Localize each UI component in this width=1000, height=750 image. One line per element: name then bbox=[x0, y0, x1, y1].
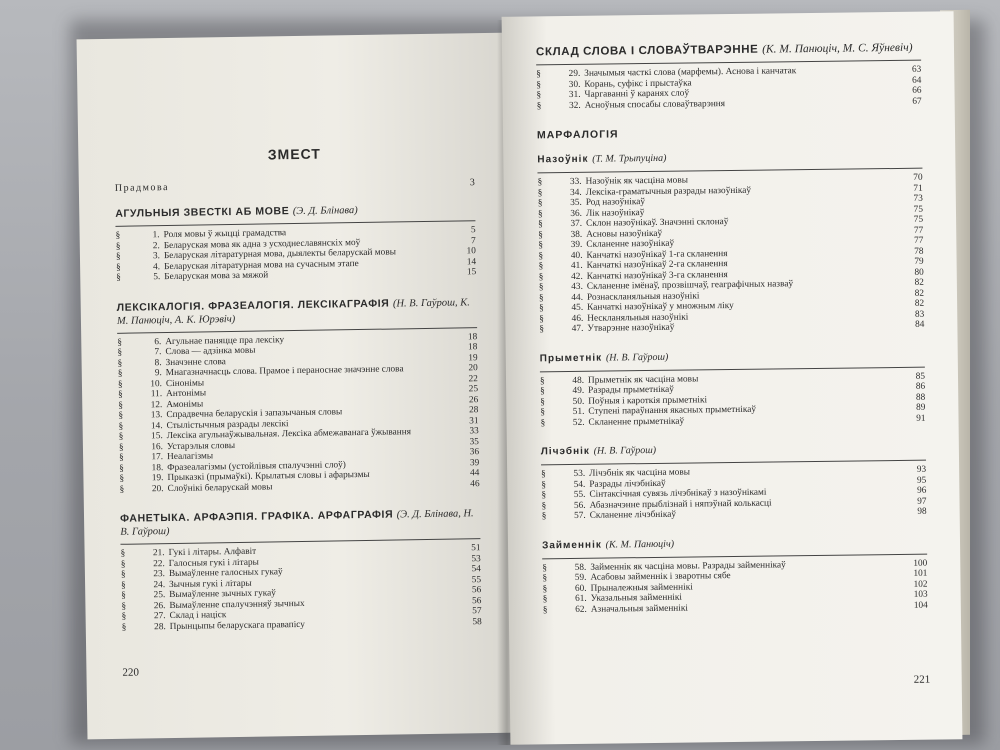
section-authors: (Э. Д. Блінава, Н. В. Гаўрош) bbox=[120, 508, 474, 538]
entry-number: 41. bbox=[570, 260, 583, 271]
entry-page: 15 bbox=[466, 267, 477, 278]
entry-page: 25 bbox=[468, 384, 479, 395]
entry-title: Склад і націск bbox=[169, 610, 227, 622]
entry-number: 51. bbox=[572, 406, 585, 417]
section-title: ФАНЕТЫКА. АРФАЭПІЯ. ГРАФІКА. АРФАГРАФІЯ bbox=[119, 508, 394, 525]
section-sign: § bbox=[120, 548, 126, 559]
entry-number: 32. bbox=[568, 100, 581, 111]
entry-page: 36 bbox=[469, 447, 480, 458]
entry-page: 82 bbox=[914, 277, 924, 288]
entry-number: 31. bbox=[568, 89, 581, 100]
section-sign: § bbox=[539, 324, 545, 335]
entry-title: Поўныя і кароткія прыметнікі bbox=[588, 394, 708, 407]
entry-page: 77 bbox=[913, 225, 924, 236]
entry-page: 67 bbox=[912, 96, 922, 107]
section-sign: § bbox=[540, 407, 546, 418]
entry-page: 18 bbox=[467, 331, 478, 342]
entry-number: 38. bbox=[570, 229, 583, 240]
page-number: 220 bbox=[122, 666, 140, 679]
section-sign: § bbox=[119, 484, 125, 495]
entry-page: 55 bbox=[471, 574, 482, 585]
toc-entries bbox=[121, 543, 482, 633]
entry-number: 19. bbox=[151, 473, 164, 484]
entry-number: 54. bbox=[573, 479, 586, 490]
entry-title: Асабовы займеннік і зваротны сябе bbox=[590, 571, 731, 583]
entry-page: 19 bbox=[468, 352, 478, 363]
section-sign: § bbox=[538, 282, 544, 293]
entry-number: 57. bbox=[573, 510, 586, 521]
entry-number: 46. bbox=[571, 313, 584, 324]
entry-title: Сінтаксічная сувязь лічэбнікаў з назоўнікамі bbox=[589, 487, 767, 500]
entry-number: 48. bbox=[572, 375, 585, 386]
section-heading bbox=[120, 507, 480, 539]
entry-title: Агульнае паняцце пра лексіку bbox=[165, 334, 285, 347]
section-sign: § bbox=[540, 396, 545, 407]
subsection-authors: (К. М. Панюціч) bbox=[605, 538, 675, 551]
entry-title: Канчаткі назоўнікаў у множным ліку bbox=[587, 300, 734, 313]
entry-number: 37. bbox=[570, 218, 583, 229]
section-sign: § bbox=[118, 431, 124, 442]
front-matter-page: 3 bbox=[469, 177, 475, 189]
entry-title: Канчаткі назоўнікаў 2-га скланення bbox=[586, 259, 728, 271]
front-matter-title: Прадмова bbox=[114, 182, 170, 194]
entry-number: 29. bbox=[568, 68, 581, 79]
entry-title: Род назоўнікаў bbox=[585, 197, 646, 208]
section-sign: § bbox=[539, 313, 544, 324]
entry-title: Роля мовы ў жыцці грамадства bbox=[163, 228, 287, 241]
part-heading: МАРФАЛОГІЯ bbox=[536, 128, 619, 142]
entry-number: 39. bbox=[570, 239, 583, 250]
entry-number: 17. bbox=[151, 452, 164, 463]
entry-title: Вымаўленне спалучэнняў зычных bbox=[169, 598, 305, 611]
right-toc bbox=[536, 42, 928, 616]
entry-title: Скланенне прыметнікаў bbox=[588, 416, 685, 428]
section-sign: § bbox=[536, 79, 542, 90]
section-sign: § bbox=[119, 473, 125, 484]
entry-number: 45. bbox=[571, 302, 584, 313]
entry-number: 2. bbox=[152, 240, 160, 251]
entry-title: Антонімы bbox=[166, 388, 207, 400]
entry-page: 53 bbox=[471, 553, 481, 564]
entry-page: 82 bbox=[914, 288, 925, 299]
section-title: СКЛАД СЛОВА І СЛОВАЎТВАРЭННЕ bbox=[535, 43, 759, 59]
section-sign: § bbox=[116, 262, 121, 273]
section-sign: § bbox=[118, 389, 123, 400]
section-sign: § bbox=[538, 292, 544, 303]
entry-page: 97 bbox=[917, 496, 927, 507]
entry-title: Канчаткі назоўнікаў 3-га скланення bbox=[586, 269, 728, 282]
subsection-title: Лічэбнік bbox=[540, 445, 590, 458]
section-sign: § bbox=[115, 230, 121, 241]
entry-page: 5 bbox=[470, 225, 476, 236]
entry-title: Абазначэнне прыблізнай і няпэўнай колькасці bbox=[589, 498, 772, 511]
entry-number: 55. bbox=[573, 489, 586, 500]
toc-entries bbox=[538, 173, 925, 335]
entry-number: 16. bbox=[151, 441, 164, 452]
front-matter-row bbox=[115, 177, 475, 194]
section-sign: § bbox=[538, 250, 544, 261]
entry-title: Слоўнікі беларускай мовы bbox=[167, 481, 273, 494]
entry-page: 39 bbox=[469, 457, 480, 468]
entry-title: Скланенне лічэбнікаў bbox=[589, 509, 677, 521]
section-authors: (К. М. Панюціч, М. С. Яўневіч) bbox=[762, 41, 913, 56]
section-sign: § bbox=[537, 198, 543, 209]
entry-page: 33 bbox=[469, 426, 479, 437]
subsection-heading bbox=[537, 150, 922, 166]
entry-page: 14 bbox=[466, 256, 477, 267]
entry-number: 6. bbox=[154, 336, 162, 347]
entry-page: 80 bbox=[914, 267, 924, 278]
section-authors: (Э. Д. Блінава) bbox=[292, 205, 358, 218]
entry-title: Сінонімы bbox=[165, 377, 205, 389]
entry-number: 15. bbox=[151, 431, 163, 442]
entry-title: Асновы назоўнікаў bbox=[586, 228, 663, 240]
section-sign: § bbox=[536, 100, 542, 111]
entry-page: 31 bbox=[469, 415, 479, 426]
entry-number: 22. bbox=[153, 558, 165, 569]
toc-entries bbox=[117, 332, 479, 495]
entry-title: Займеннік як часціна мовы. Разрады займеннікаў bbox=[590, 559, 786, 573]
entry-title: Фразеалагізмы (устойлівыя спалучэнні слоў) bbox=[167, 459, 346, 473]
entry-title: Рознаскланяльныя назоўнікі bbox=[586, 290, 700, 303]
section-sign: § bbox=[539, 375, 545, 386]
entry-number: 4. bbox=[153, 261, 161, 272]
section-sign: § bbox=[119, 452, 124, 463]
entry-page: 95 bbox=[916, 475, 927, 486]
section-title: АГУЛЬНЫЯ ЗВЕСТКІ АБ МОВЕ bbox=[115, 205, 290, 220]
subsection-authors: (Н. В. Гаўрош) bbox=[605, 351, 669, 364]
entry-title: Прыметнік як часціна мовы bbox=[587, 373, 699, 386]
entry-page: 96 bbox=[917, 485, 927, 496]
entry-page: 18 bbox=[468, 342, 478, 353]
entry-number: 53. bbox=[573, 468, 586, 479]
entry-number: 27. bbox=[153, 611, 166, 622]
entry-title: Склон назоўнікаў. Значэнні склонаў bbox=[586, 217, 729, 229]
entry-number: 5. bbox=[153, 272, 161, 283]
entry-number: 50. bbox=[572, 396, 585, 407]
section-sign: § bbox=[121, 601, 127, 612]
entry-page: 7 bbox=[471, 235, 476, 246]
entry-number: 21. bbox=[152, 548, 165, 559]
toc-entries bbox=[540, 371, 926, 428]
section-sign: § bbox=[539, 303, 544, 314]
entry-title: Скланенне назоўнікаў bbox=[586, 238, 675, 250]
entry-title: Канчаткі назоўнікаў 1-га скланення bbox=[586, 248, 728, 261]
section-sign: § bbox=[542, 583, 548, 594]
section-sign: § bbox=[540, 386, 545, 397]
entry-number: 30. bbox=[568, 79, 581, 90]
section-sign: § bbox=[115, 241, 121, 252]
entry-title: Неалагізмы bbox=[167, 451, 214, 463]
subsection-authors: (Т. М. Трыпуціна) bbox=[592, 152, 667, 165]
entry-number: 7. bbox=[154, 347, 162, 358]
section-sign: § bbox=[117, 337, 123, 348]
entry-title: Разрады лічэбнікаў bbox=[589, 478, 666, 490]
section-sign: § bbox=[541, 511, 547, 522]
entry-title: Амонімы bbox=[166, 398, 204, 410]
section-sign: § bbox=[538, 229, 543, 240]
entry-number: 25. bbox=[153, 590, 166, 601]
section-sign: § bbox=[118, 421, 124, 432]
toc-entries bbox=[536, 65, 921, 112]
entry-number: 35. bbox=[570, 197, 582, 208]
entry-title: Устарэлыя словы bbox=[166, 440, 236, 452]
entry-title: Галосныя гукі і літары bbox=[168, 557, 259, 569]
section-sign: § bbox=[541, 490, 547, 501]
page-number: 221 bbox=[913, 673, 931, 686]
entry-page: 79 bbox=[914, 256, 924, 267]
section-authors: (Н. В. Гаўрош, К. М. Панюціч, А. К. Юрэвіч) bbox=[116, 296, 470, 327]
section-sign: § bbox=[536, 90, 542, 101]
entry-title: Скланенне імёнаў, прозвішчаў, геаграфічных назваў bbox=[586, 279, 794, 292]
entry-title: Значымыя часткі слова (марфемы). Аснова і канчатак bbox=[584, 66, 797, 79]
entry-page: 71 bbox=[913, 183, 923, 194]
entry-page: 102 bbox=[913, 579, 928, 590]
entry-title: Асноўныя спосабы словаўтварэння bbox=[584, 98, 726, 111]
entry-title: Лічэбнік як часціна мовы bbox=[589, 467, 691, 479]
entry-page: 91 bbox=[916, 413, 926, 424]
entry-number: 8. bbox=[154, 357, 162, 368]
entry-title: Чаргаванні ў каранях слоў bbox=[584, 88, 690, 100]
entry-title: Гукі і літары. Алфавіт bbox=[168, 546, 257, 559]
section-sign: § bbox=[542, 562, 548, 573]
entry-page: 86 bbox=[915, 381, 926, 392]
entry-number: 10. bbox=[150, 378, 163, 389]
entry-number: 18. bbox=[151, 462, 164, 473]
entry-page: 75 bbox=[913, 204, 924, 215]
toc-heading: ЗМЕСТ bbox=[267, 145, 322, 163]
entry-number: 9. bbox=[154, 368, 162, 379]
section-sign: § bbox=[537, 208, 543, 219]
entry-title: Нескланяльныя назоўнікі bbox=[587, 312, 689, 324]
entry-number: 20. bbox=[151, 483, 164, 494]
section-sign: § bbox=[118, 442, 124, 453]
entry-title: Лексіка-граматычныя разрады назоўнікаў bbox=[585, 185, 752, 198]
entry-page: 100 bbox=[913, 558, 928, 569]
entry-page: 63 bbox=[911, 64, 922, 75]
section-sign: § bbox=[538, 261, 544, 272]
entry-number: 26. bbox=[153, 600, 166, 611]
entry-page: 64 bbox=[912, 75, 922, 86]
entry-title: Прынцыпы беларускага правапісу bbox=[169, 619, 305, 632]
section-sign: § bbox=[540, 417, 546, 428]
subsection-title: Назоўнік bbox=[537, 153, 589, 166]
entry-title: Беларуская літаратурная мова, дыялекты беларускай мовы bbox=[163, 247, 397, 262]
section-heading bbox=[536, 42, 921, 60]
section-sign: § bbox=[117, 358, 123, 369]
section-sign: § bbox=[117, 347, 123, 358]
entry-page: 28 bbox=[469, 405, 479, 416]
entry-title: Назоўнік як часціна мовы bbox=[585, 175, 689, 187]
entry-page: 70 bbox=[913, 172, 923, 183]
toc-entries bbox=[541, 465, 927, 522]
entry-number: 56. bbox=[573, 500, 586, 511]
entry-page: 35 bbox=[469, 436, 479, 447]
entry-page: 77 bbox=[913, 235, 924, 246]
entry-page: 66 bbox=[912, 85, 922, 96]
entry-page: 44 bbox=[470, 468, 480, 479]
section-sign: § bbox=[542, 604, 548, 615]
entry-title: Спрадвечна беларускія і запазычаныя словы bbox=[166, 407, 343, 421]
left-page bbox=[77, 33, 520, 740]
section-sign: § bbox=[121, 590, 127, 601]
entry-title: Лексіка агульнаўжывальная. Лексіка абмежаванага ўжывання bbox=[166, 427, 412, 442]
entry-number: 52. bbox=[572, 417, 585, 428]
entry-number: 62. bbox=[575, 604, 587, 615]
section-heading bbox=[115, 202, 475, 221]
section-sign: § bbox=[538, 271, 544, 282]
section-sign: § bbox=[541, 479, 547, 490]
entry-title: Прыналежныя займеннікі bbox=[590, 581, 693, 594]
entry-title: Беларуская мова за мяжой bbox=[164, 270, 269, 283]
entry-title: Мнагазначнасць слова. Прамое і пераноснае значэнне слова bbox=[165, 364, 404, 379]
entry-page: 56 bbox=[471, 585, 482, 596]
entry-title: Стылістычныя разрады лексікі bbox=[166, 418, 289, 431]
entry-number: 12. bbox=[150, 399, 163, 410]
section-sign: § bbox=[115, 251, 121, 262]
section-sign: § bbox=[121, 622, 127, 633]
entry-number: 33. bbox=[569, 176, 582, 187]
entry-number: 43. bbox=[571, 281, 583, 292]
section-sign: § bbox=[117, 379, 123, 390]
right-page bbox=[502, 11, 963, 744]
entry-title: Указальныя займеннікі bbox=[590, 592, 683, 604]
entry-number: 28. bbox=[154, 621, 166, 632]
section-sign: § bbox=[120, 559, 126, 570]
section-sign: § bbox=[121, 580, 126, 591]
entry-page: 10 bbox=[466, 246, 476, 257]
section-sign: § bbox=[119, 463, 125, 474]
entry-page: 57 bbox=[472, 606, 482, 617]
entry-title: Беларуская мова як адна з усходнеславянскіх моў bbox=[163, 237, 361, 251]
entry-number: 13. bbox=[150, 410, 163, 421]
section-sign: § bbox=[541, 469, 546, 480]
toc-entries bbox=[116, 225, 477, 283]
entry-page: 78 bbox=[914, 246, 924, 257]
entry-page: 73 bbox=[913, 193, 923, 204]
entry-page: 83 bbox=[914, 309, 925, 320]
entry-number: 24. bbox=[153, 579, 166, 590]
entry-number: 34. bbox=[570, 187, 582, 198]
entry-title: Лік назоўнікаў bbox=[585, 207, 645, 219]
entry-title: Утварэнне назоўнікаў bbox=[587, 322, 675, 334]
entry-number: 36. bbox=[570, 208, 583, 219]
entry-page: 75 bbox=[913, 214, 924, 225]
toc-entries bbox=[542, 558, 928, 615]
entry-page: 82 bbox=[914, 298, 925, 309]
entry-page: 88 bbox=[915, 392, 926, 403]
entry-number: 61. bbox=[575, 593, 587, 604]
entry-page: 104 bbox=[913, 600, 928, 611]
section-sign: § bbox=[120, 569, 126, 580]
entry-page: 56 bbox=[472, 595, 482, 606]
section-sign: § bbox=[537, 187, 543, 198]
entry-number: 23. bbox=[153, 569, 166, 580]
section-heading bbox=[117, 296, 477, 328]
section-title: ЛЕКСІКАЛОГІЯ. ФРАЗЕАЛОГІЯ. ЛЕКСІКАГРАФІЯ bbox=[116, 297, 390, 314]
entry-number: 1. bbox=[152, 230, 160, 241]
entry-title: Зычныя гукі і літары bbox=[169, 578, 252, 590]
entry-number: 59. bbox=[574, 572, 587, 583]
entry-number: 47. bbox=[571, 323, 584, 334]
entry-title: Вымаўленне галосных гукаў bbox=[168, 567, 283, 580]
section-sign: § bbox=[538, 219, 543, 230]
entry-title: Корань, суфікс і прыстаўка bbox=[584, 77, 692, 90]
entry-number: 49. bbox=[572, 385, 585, 396]
section-sign: § bbox=[536, 69, 541, 80]
entry-page: 58 bbox=[472, 616, 482, 627]
section-sign: § bbox=[118, 400, 124, 411]
entry-page: 20 bbox=[468, 363, 478, 374]
section-sign: § bbox=[538, 240, 544, 251]
entry-number: 11. bbox=[150, 389, 163, 400]
entry-title: Разрады прыметнікаў bbox=[588, 384, 674, 396]
entry-page: 98 bbox=[917, 506, 927, 517]
entry-page: 93 bbox=[916, 464, 927, 475]
entry-title: Ступені параўнання якасных прыметнікаў bbox=[588, 404, 757, 417]
entry-page: 84 bbox=[915, 319, 925, 330]
entry-page: 89 bbox=[916, 402, 926, 413]
subsection-authors: (Н. В. Гаўрош) bbox=[593, 444, 657, 457]
entry-page: 101 bbox=[913, 568, 928, 579]
entry-page: 54 bbox=[471, 564, 481, 575]
entry-title: Значэнне слова bbox=[165, 356, 226, 368]
section-sign: § bbox=[542, 573, 548, 584]
entry-page: 22 bbox=[468, 373, 478, 384]
entry-page: 85 bbox=[915, 371, 926, 382]
entry-page: 46 bbox=[470, 478, 480, 489]
entry-number: 3. bbox=[152, 251, 161, 262]
section-sign: § bbox=[117, 368, 123, 379]
entry-number: 44. bbox=[571, 292, 584, 303]
entry-title: Вымаўленне зычных гукаў bbox=[169, 588, 276, 601]
subsection-title: Займеннік bbox=[541, 539, 602, 551]
entry-page: 26 bbox=[468, 394, 479, 405]
section-sign: § bbox=[542, 594, 548, 605]
entry-title: Беларуская літаратурная мова на сучасным этапе bbox=[164, 258, 359, 272]
entry-title: Слова — адзінка мовы bbox=[165, 345, 256, 358]
subsection-title: Прыметнік bbox=[539, 352, 603, 364]
entry-number: 40. bbox=[570, 250, 583, 261]
entry-number: 58. bbox=[574, 562, 587, 573]
entry-title: Прыказкі (прымаўкі). Крылатыя словы і афарызмы bbox=[167, 469, 370, 484]
section-sign: § bbox=[116, 272, 122, 283]
entry-title: Азначальныя займеннікі bbox=[590, 603, 688, 615]
section-sign: § bbox=[118, 410, 124, 421]
section-sign: § bbox=[121, 611, 127, 622]
entry-number: 60. bbox=[574, 583, 587, 594]
entry-page: 51 bbox=[471, 543, 481, 554]
entry-number: 14. bbox=[150, 420, 163, 431]
entry-number: 42. bbox=[571, 271, 583, 282]
section-sign: § bbox=[541, 500, 547, 511]
left-toc bbox=[114, 143, 482, 633]
entry-page: 103 bbox=[913, 589, 928, 600]
section-sign: § bbox=[537, 177, 543, 188]
